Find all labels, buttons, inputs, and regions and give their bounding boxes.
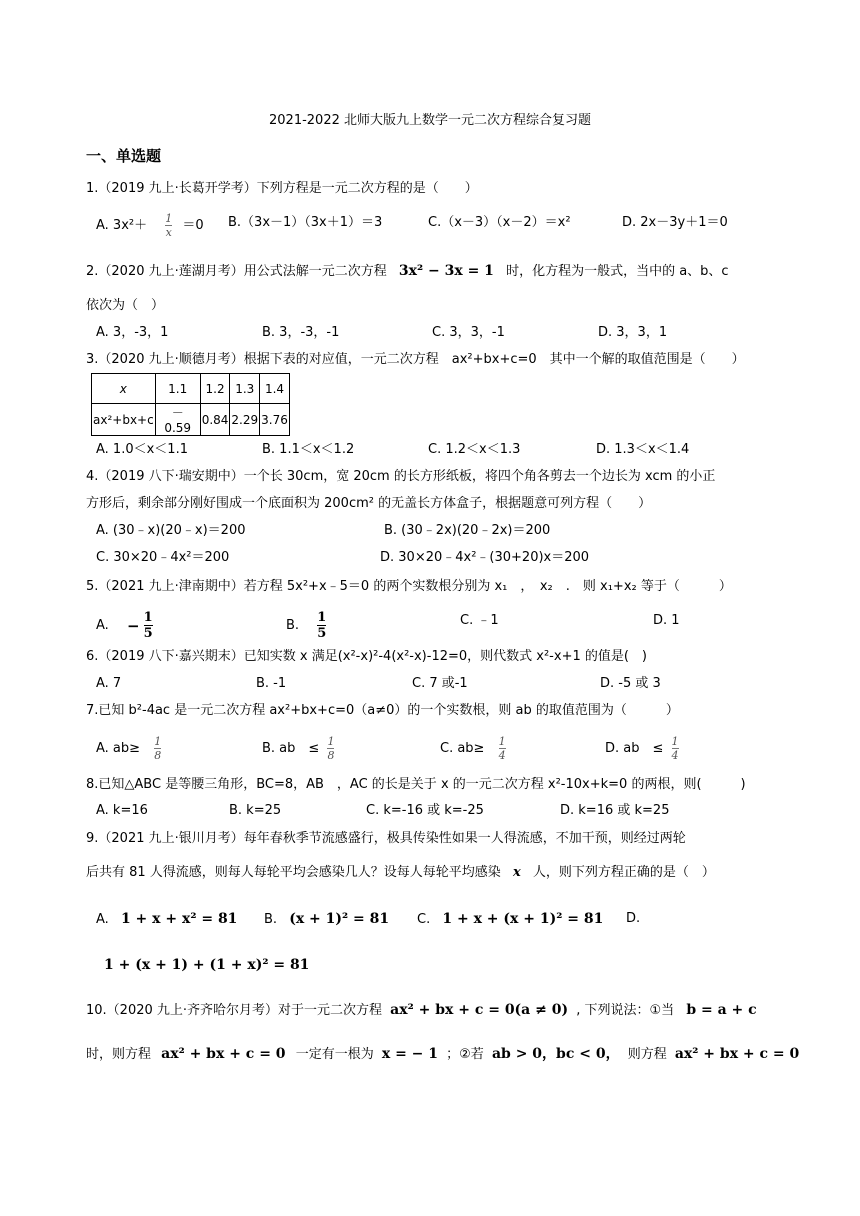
- question-9-text-cont: 人，则下列方程正确的是（ ）: [532, 865, 715, 880]
- question-10-text: 一定有一根为: [295, 1047, 374, 1062]
- fraction: $\frac{1}{5}$: [317, 610, 327, 641]
- fraction: $\frac{1}{5}$: [143, 610, 153, 641]
- question-3: 3.（2020 九上·顺德月考）根据下表的对应值，一元二次方程 ax²+bx+c=0 其中一个解的取值范围是（ ）: [86, 352, 745, 367]
- equation: ax² + bx + c = 0: [161, 1046, 286, 1062]
- fraction-numerator: 1: [327, 735, 335, 748]
- section-heading: 一、单选题: [86, 147, 162, 165]
- option-b: B. k=25: [229, 803, 282, 818]
- fraction-denominator: 4: [498, 749, 506, 762]
- option-b-text: B. ab ≤: [262, 741, 320, 756]
- option-a-text: A. 3x²＋: [96, 218, 148, 233]
- option-c: C. 30×20﹣4x²＝200: [96, 550, 230, 565]
- table-cell: 1.4: [260, 374, 290, 404]
- variable: x: [512, 865, 521, 880]
- option-b: B. 1.1＜x＜1.2: [262, 442, 355, 457]
- value-table: [91, 373, 290, 436]
- question-10-line-2: [86, 1044, 799, 1065]
- option-a-equation: 1 + x + x² = 81: [120, 911, 238, 927]
- option-a: A. (30﹣x)(20﹣x)＝200: [96, 523, 246, 538]
- option-c: C. 1.2＜x＜1.3: [428, 442, 521, 457]
- option-d: D. k=16 或 k=25: [560, 803, 670, 818]
- equation: x = − 1: [381, 1046, 439, 1062]
- option-b: [262, 736, 334, 761]
- equation: b = a + c: [686, 1002, 757, 1018]
- question-2-line-2: 依次为（ ）: [86, 298, 165, 313]
- fraction-denominator: 8: [327, 749, 335, 762]
- question-9: 9.（2021 九上·银川月考）每年春秋季节流感盛行，极具传染性如果一人得流感，不加干预，则经过两轮: [86, 831, 686, 846]
- option-b: B.（3x－1）（3x＋1）＝3: [228, 215, 383, 230]
- option-b: [264, 909, 389, 930]
- question-10-text: 10.（2020 九上·齐齐哈尔月考）对于一元二次方程: [86, 1003, 383, 1018]
- option-c: C. 7 或-1: [412, 676, 468, 691]
- fraction-numerator: 1: [165, 212, 173, 225]
- table-cell: 0.84: [200, 404, 230, 436]
- fraction-numerator: 1: [671, 735, 679, 748]
- question-9-line-2: [86, 863, 715, 883]
- question-10-text: 则方程: [627, 1047, 667, 1062]
- table-cell: －0.59: [155, 404, 200, 436]
- table-cell: 3.76: [260, 404, 290, 436]
- table-cell: 1.2: [200, 374, 230, 404]
- option-d: D. 2x－3y＋1＝0: [622, 215, 728, 230]
- option-c: C. 3，3，-1: [432, 325, 505, 340]
- option-d: D. -5 或 3: [600, 676, 661, 691]
- fraction: [499, 736, 506, 761]
- option-a-label: A.: [96, 912, 109, 927]
- fraction-denominator: 4: [671, 749, 679, 762]
- question-5: 5.（2021 九上·津南期中）若方程 5x²+x﹣5＝0 的两个实数根分别为 x₁ ， x₂ . 则 x₁+x₂ 等于（ ）: [86, 579, 732, 594]
- option-a: A. k=16: [96, 803, 148, 818]
- option-a: A. − $\frac{1}{5}$: [96, 610, 153, 641]
- equation: 3x² − 3x = 1: [398, 263, 494, 279]
- option-b: B. -1: [256, 676, 287, 691]
- option-a: A. 1.0＜x＜1.1: [96, 442, 188, 457]
- table-row: [92, 374, 290, 404]
- table-cell: 1.3: [230, 374, 260, 404]
- option-a-tail: ＝0: [182, 218, 204, 233]
- option-a: [96, 213, 204, 238]
- option-c: [417, 909, 603, 930]
- option-b: [286, 611, 326, 640]
- question-2-text-cont: 时，化方程为一般式，当中的 a、b、c: [506, 264, 729, 279]
- question-9-option-d-equation: [104, 955, 309, 976]
- equation: ab > 0，bc < 0，: [491, 1046, 620, 1062]
- option-d-text: D. ab ≤: [605, 741, 664, 756]
- question-7: 7.已知 b²-4ac 是一元二次方程 ax²+bx+c=0（a≠0）的一个实数根，则 ab 的取值范围为（ ）: [86, 703, 679, 718]
- table-cell: x: [92, 374, 156, 404]
- fraction: [672, 736, 679, 761]
- fraction: [154, 736, 161, 761]
- option-b: B. (30﹣2x)(20﹣2x)＝200: [384, 523, 551, 538]
- table-cell: 2.29: [230, 404, 260, 436]
- fraction-denominator: 8: [154, 749, 162, 762]
- table-cell: 1.1: [155, 374, 200, 404]
- question-10-text-cont: , 下列说法：①当: [576, 1003, 675, 1018]
- equation: ax² + bx + c = 0: [674, 1046, 800, 1062]
- option-d: D.: [626, 911, 641, 926]
- option-a: [96, 736, 161, 761]
- option-d: D. 3，3，1: [598, 325, 668, 340]
- option-c-label: C.: [417, 912, 431, 927]
- question-10: [86, 1000, 757, 1021]
- question-1: 1.（2019 九上·长葛开学考）下列方程是一元二次方程的是（ ）: [86, 181, 478, 196]
- question-2-text: 2.（2020 九上·莲湖月考）用公式法解一元二次方程: [86, 264, 387, 279]
- option-c: C.（x－3）（x－2）＝x²: [428, 215, 571, 230]
- question-10-text: ；②若: [446, 1047, 484, 1062]
- fraction-numerator: 1: [498, 735, 506, 748]
- option-a: [96, 909, 237, 930]
- question-6: 6.（2019 八下·嘉兴期末）已知实数 x 满足(x²-x)²-4(x²-x)-12=0，则代数式 x²-x+1 的值是( ): [86, 649, 648, 664]
- option-d: D. 30×20﹣4x²﹣(30+20)x＝200: [380, 550, 590, 565]
- option-a-label: A.: [96, 618, 109, 633]
- option-b-label: B.: [264, 912, 278, 927]
- option-d: D. 1.3＜x＜1.4: [596, 442, 690, 457]
- fraction: [165, 213, 172, 238]
- option-c-text: C. ab≥: [440, 741, 485, 756]
- question-2: [86, 261, 729, 282]
- option-b: B. 3，-3，-1: [262, 325, 340, 340]
- option-d-equation: 1 + (x + 1) + (1 + x)² = 81: [104, 957, 310, 973]
- question-4-line-2: 方形后，剩余部分刚好围成一个底面积为 200cm² 的无盖长方体盒子，根据题意可列方程（ ）: [86, 496, 652, 511]
- option-d: D. 1: [653, 613, 680, 628]
- fraction-numerator: 1: [154, 735, 162, 748]
- option-c: [440, 736, 506, 761]
- table-cell: ax²+bx+c: [92, 404, 156, 436]
- option-c: C. ﹣1: [460, 613, 499, 628]
- option-c-equation: 1 + x + (x + 1)² = 81: [442, 911, 604, 927]
- option-b-label: B.: [286, 618, 300, 633]
- table-row: [92, 404, 290, 436]
- fraction-denominator: x: [165, 226, 172, 239]
- fraction: [327, 736, 334, 761]
- question-8: 8.已知△ABC 是等腰三角形，BC=8，AB ，AC 的长是关于 x 的一元二次方程 x²-10x+k=0 的两根，则( ): [86, 777, 746, 792]
- question-10-text: 时，则方程: [86, 1047, 152, 1062]
- option-a: A. 7: [96, 676, 122, 691]
- option-b-equation: (x + 1)² = 81: [289, 911, 390, 927]
- document-title: 2021-2022 北师大版九上数学一元二次方程综合复习题: [269, 113, 591, 128]
- option-d: [605, 736, 679, 761]
- option-a-text: A. ab≥: [96, 741, 141, 756]
- question-9-text: 后共有 81 人得流感，则每人每轮平均会感染几人？设每人每轮平均感染: [86, 865, 501, 880]
- option-c: C. k=-16 或 k=-25: [366, 803, 484, 818]
- question-4: 4.（2019 八下·瑞安期中）一个长 30cm，宽 20cm 的长方形纸板，将四个角各剪去一个边长为 xcm 的小正: [86, 469, 716, 484]
- equation: ax² + bx + c = 0(a ≠ 0): [390, 1002, 569, 1018]
- option-a: A. 3，-3，1: [96, 325, 169, 340]
